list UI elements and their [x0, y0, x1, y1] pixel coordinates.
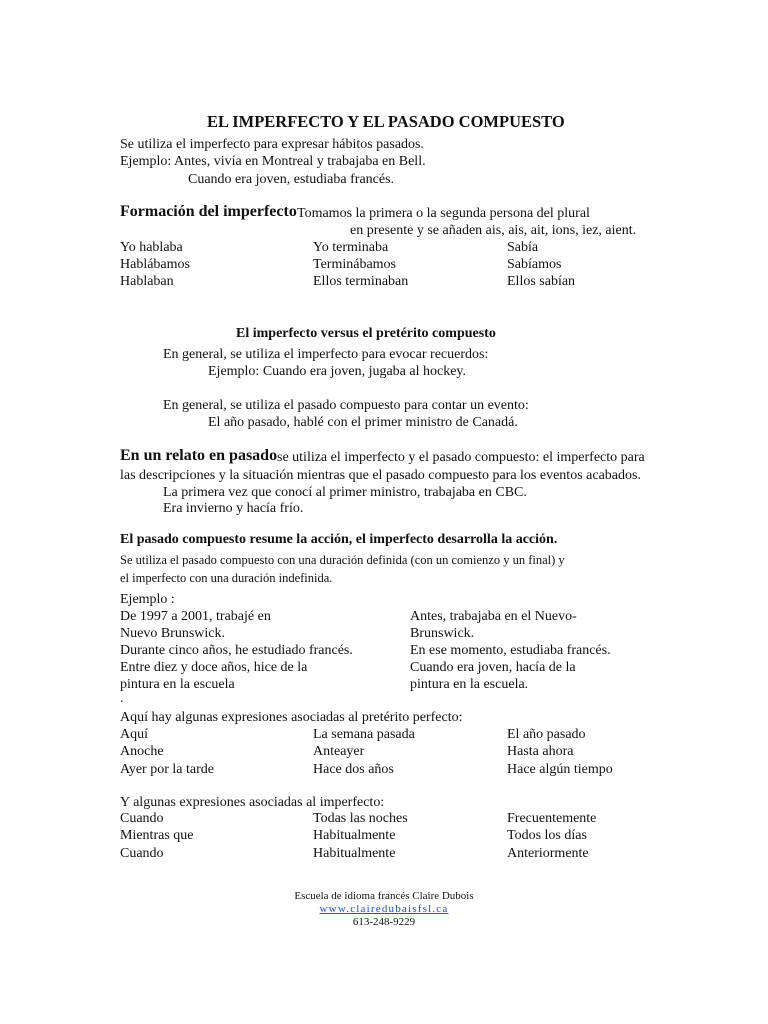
expression-cell: Cuando — [120, 846, 164, 861]
preterito-heading: Aquí hay algunas expresiones asociadas al pretérito perfecto: — [120, 710, 463, 725]
ejemplo-dot: . — [120, 691, 124, 706]
formacion-heading: Formación del imperfecto — [120, 203, 297, 220]
ejemplo-left-line: Durante cinco años, he estudiado francés. — [120, 643, 353, 658]
footer-website-link[interactable]: www.clairedubaisfsl.ca — [319, 903, 449, 915]
ejemplo-right-line: Brunswick. — [410, 626, 475, 641]
intro-line-3: Cuando era joven, estudiaba francés. — [188, 172, 395, 187]
expression-cell: Todas las noches — [313, 811, 408, 826]
versus-heading: El imperfecto versus el pretérito compuesto — [236, 326, 496, 341]
ejemplo-left-line: Entre diez y doce años, hice de la — [120, 660, 308, 675]
formacion-desc-1: Tomamos la primera o la segunda persona del plural — [297, 206, 590, 221]
ejemplo-left-line: pintura en la escuela — [120, 677, 235, 692]
ejemplo-left-line: Nuevo Brunswick. — [120, 626, 225, 641]
relato-line-4: Era invierno y hacía frío. — [163, 501, 304, 516]
expression-cell: Aquí — [120, 727, 148, 742]
page-title: EL IMPERFECTO Y EL PASADO COMPUESTO — [207, 112, 565, 131]
ejemplo-right-line: Cuando era joven, hacía de la — [410, 660, 576, 675]
conjugation-cell: Sabía — [507, 240, 539, 255]
conjugation-cell: Hablábamos — [120, 257, 190, 272]
conjugation-cell: Sabíamos — [507, 257, 562, 272]
ejemplo-label: Ejemplo : — [120, 592, 175, 607]
expression-cell: El año pasado — [507, 727, 586, 742]
conjugation-cell: Hablaban — [120, 274, 174, 289]
footer-link-row — [0, 903, 768, 916]
versus-line-4: El año pasado, hablé con el primer ministro de Canadá. — [208, 415, 518, 430]
formacion-desc-2: en presente y se añaden ais, ais, ait, ions, iez, aient. — [350, 223, 637, 238]
relato-line-3: La primera vez que conocí al primer ministro, trabajaba en CBC. — [163, 485, 527, 500]
expression-cell: Anteriormente — [507, 846, 589, 861]
expression-cell: Habitualmente — [313, 828, 396, 843]
conjugation-cell: Yo hablaba — [120, 240, 183, 255]
ejemplo-right-line: En ese momento, estudiaba francés. — [410, 643, 611, 658]
expression-cell: Todos los días — [507, 828, 587, 843]
expression-cell: Anoche — [120, 744, 164, 759]
expression-cell: La semana pasada — [313, 727, 415, 742]
conjugation-cell: Yo terminaba — [313, 240, 389, 255]
footer-phone: 613-248-9229 — [352, 916, 416, 928]
ejemplo-left-line: De 1997 a 2001, trabajé en — [120, 609, 271, 624]
expression-cell: Anteayer — [313, 744, 365, 759]
versus-line-2: Ejemplo: Cuando era joven, jugaba al hockey. — [208, 364, 467, 379]
footer-school: Escuela de idioma francés Claire Dubois — [294, 890, 474, 902]
resume-heading: El pasado compuesto resume la acción, el imperfecto desarrolla la acción. — [120, 532, 558, 547]
relato-line-1: se utiliza el imperfecto y el pasado compuesto: el imperfecto para — [277, 450, 645, 465]
relato-line-2: las descripciones y la situación mientras que el pasado compuesto para los eventos acabados. — [120, 468, 641, 483]
resume-line-1: Se utiliza el pasado compuesto con una duración definida (con un comienzo y un final) y — [120, 553, 565, 567]
intro-line-1: Se utiliza el imperfecto para expresar hábitos pasados. — [120, 137, 424, 152]
relato-heading: En un relato en pasado — [120, 447, 278, 464]
expression-cell: Hace dos años — [313, 762, 394, 777]
expression-cell: Hasta ahora — [507, 744, 574, 759]
expression-cell: Cuando — [120, 811, 164, 826]
conjugation-cell: Ellos sabían — [507, 274, 576, 289]
imperfecto-expr-heading: Y algunas expresiones asociadas al imperfecto: — [120, 795, 385, 810]
conjugation-cell: Ellos terminaban — [313, 274, 409, 289]
conjugation-cell: Terminábamos — [313, 257, 396, 272]
ejemplo-right-line: Antes, trabajaba en el Nuevo- — [410, 609, 577, 624]
ejemplo-right-line: pintura en la escuela. — [410, 677, 529, 692]
expression-cell: Habitualmente — [313, 846, 396, 861]
expression-cell: Hace algún tiempo — [507, 762, 613, 777]
expression-cell: Ayer por la tarde — [120, 762, 214, 777]
intro-line-2: Ejemplo: Antes, vivía en Montreal y trabajaba en Bell. — [120, 154, 426, 169]
expression-cell: Mientras que — [120, 828, 194, 843]
versus-line-1: En general, se utiliza el imperfecto para evocar recuerdos: — [163, 347, 489, 362]
expression-cell: Frecuentemente — [507, 811, 597, 826]
versus-line-3: En general, se utiliza el pasado compuesto para contar un evento: — [163, 398, 529, 413]
resume-line-2: el imperfecto con una duración indefinida. — [120, 571, 333, 585]
